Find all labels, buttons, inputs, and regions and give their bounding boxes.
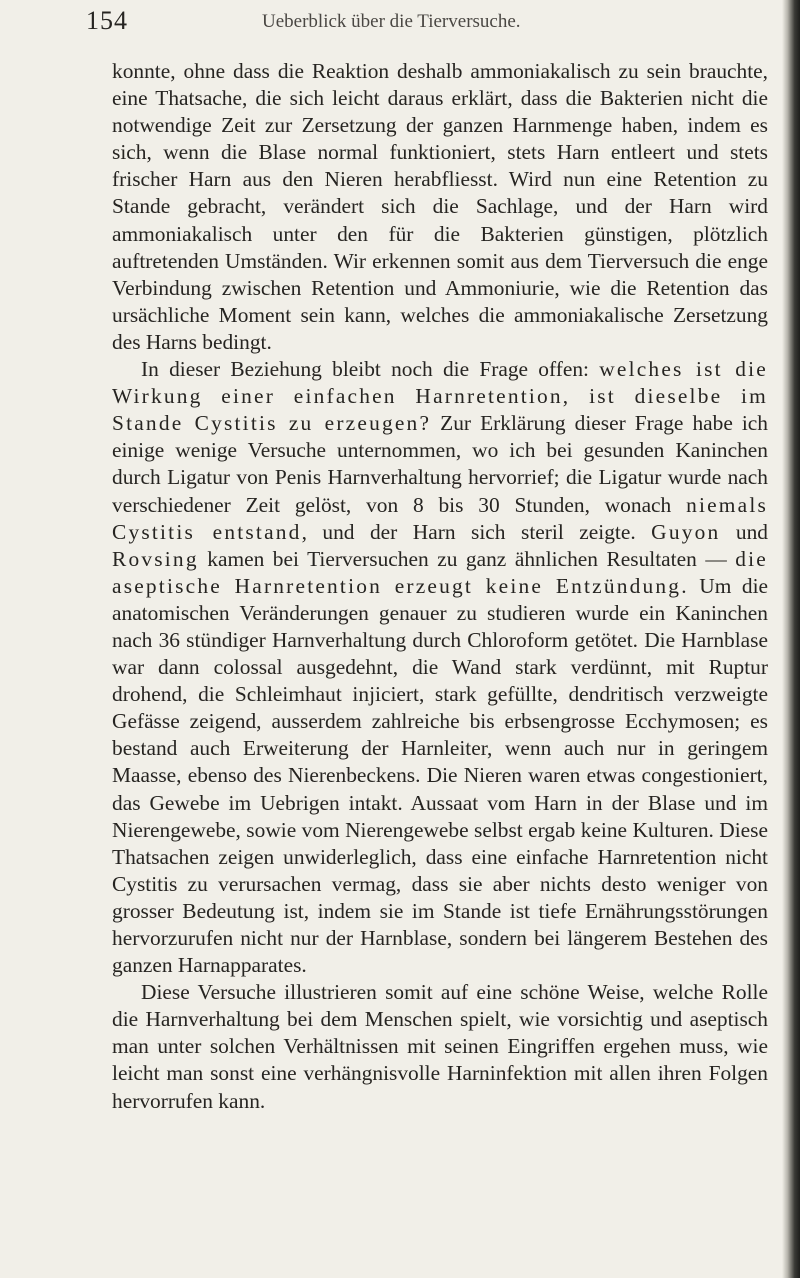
text-run: Zur Erklärung dieser Frage habe ich einige wenige Versuche unternommen, wo ich bei gesunden Kaninchen durch Ligatur von Penis Harnverhaltung hervorrief; die Ligatur wurde nach verschiedener Zeit gelöst, von 8 bis 30 Stunden, wonach (112, 411, 768, 517)
paragraph (112, 356, 768, 979)
page-edge-shadow (782, 0, 800, 1278)
text-run: konnte, ohne dass die Reaktion deshalb ammoniakalisch zu sein brauchte, eine Thatsache, die sich leicht daraus erklärt, dass die Bakterien nicht die notwendige Zeit zur Zersetzung der ganzen Harnmenge haben, indem es sich, wenn die Blase normal funktioniert, stets Harn entleert und stets frischer Harn aus den Nieren herabfliesst. Wird nun eine Retention zu Stande gebracht, verändert sich die Sachlage, und der Harn wird ammoniakalisch unter den für die Bakterien günstigen, plötzlich auftretenden Umständen. Wir erkennen somit aus dem Tierversuch die enge Verbindung zwischen Retention und Ammoniurie, wie die Retention das ursächliche Moment sein kann, welches die ammoniakalische Zersetzung des Harns bedingt. (112, 59, 768, 354)
running-head (86, 6, 776, 40)
paragraph (112, 979, 768, 1114)
running-title: Ueberblick über die Tierversuche. (262, 11, 521, 32)
emphasized-text: Rovsing (112, 546, 199, 571)
emphasized-text: welches ist die Wirkung einer einfachen Harnretention, ist dieselbe im Stande Cystitis zu erzeugen? (112, 357, 768, 436)
text-run: , und der Harn sich steril zeigte. (301, 519, 652, 544)
emphasized-text: die aseptische Harnretention erzeugt keine Entzündung. (112, 546, 768, 598)
body-text (112, 58, 768, 1115)
paragraph (112, 58, 768, 356)
emphasized-text: Guyon (651, 519, 721, 544)
emphasized-text: niemals Cystitis entstand (112, 492, 768, 544)
text-run: kamen bei Tierversuchen zu ganz ähnlichen Resultaten — (198, 546, 736, 571)
page-number: 154 (86, 6, 128, 35)
text-run: Diese Versuche illustrieren somit auf eine schöne Weise, welche Rolle die Harnverhaltung bei dem Menschen spielt, wie vorsichtig und aseptisch man unter solchen Verhältnissen mit seinen Eingriffen ergehen muss, wie leicht man sonst eine verhängnisvolle Harninfektion mit allen ihren Folgen hervorrufen kann. (112, 980, 768, 1113)
text-run: Um die anatomischen Veränderungen genauer zu studieren wurde ein Kaninchen nach 36 stündiger Harnverhaltung durch Chloroform getötet. Die Harnblase war dann colossal ausgedehnt, die Wand stark verdünnt, mit Ruptur drohend, die Schleimhaut injiciert, stark gefüllte, dendritisch verzweigte Gefässe zeigend, ausserdem zahlreiche bis erbsengrosse Ecchymosen; es bestand auch Erweiterung der Harnleiter, wenn auch nur in geringem Maasse, ebenso des Nierenbeckens. Die Nieren waren etwas congestioniert, das Gewebe im Uebrigen intakt. Aussaat vom Harn in der Blase und im Nierengewebe, sowie vom Nierengewebe selbst ergab keine Kulturen. Diese Thatsachen zeigen unwiderleglich, dass eine einfache Harnretention nicht Cystitis zu verursachen vermag, dass sie aber nichts desto weniger von grosser Bedeutung ist, indem sie im Stande ist tiefe Ernährungsstörungen hervorzurufen nicht nur der Harnblase, sondern bei längerem Bestehen des ganzen Harnapparates. (112, 573, 769, 978)
text-run: In dieser Beziehung bleibt noch die Frage offen: (141, 357, 600, 382)
text-run: und (720, 519, 768, 544)
